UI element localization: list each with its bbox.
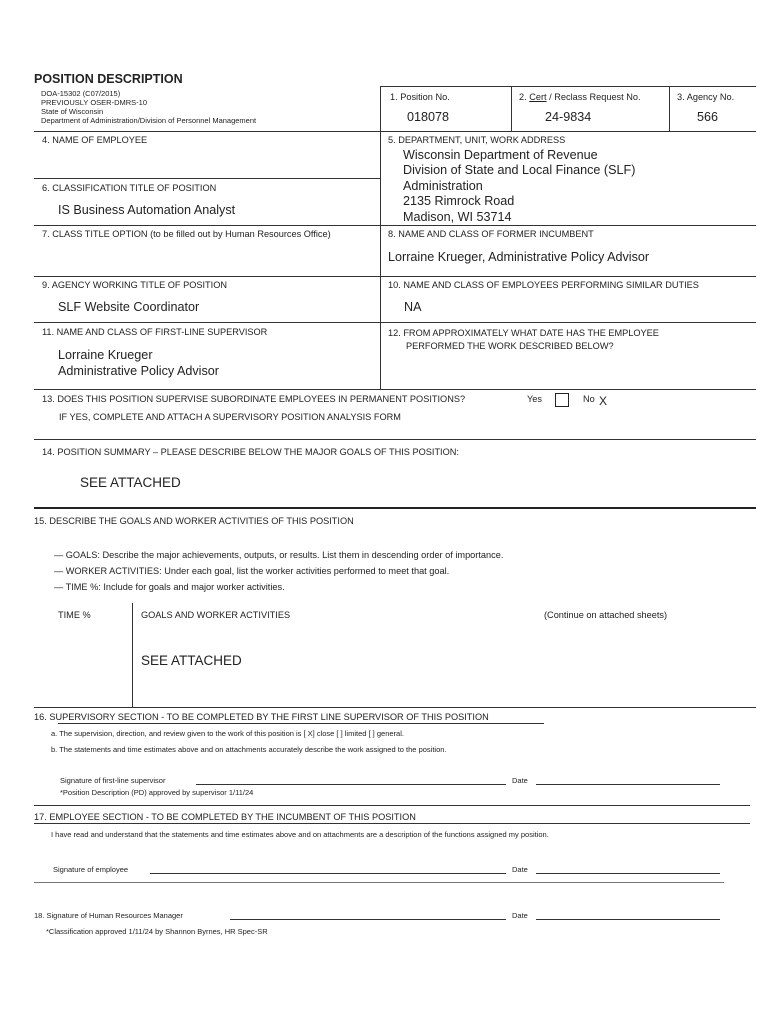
position-no-label: 1. Position No. [390,92,450,102]
worker-activities-instruction: — WORKER ACTIVITIES: Under each goal, list the worker activities performed to meet that goal. [54,566,450,576]
form-title: POSITION DESCRIPTION [34,72,183,86]
goals-instructions [54,547,503,595]
time-percent-instruction: — TIME %: Include for goals and major worker activities. [54,582,285,592]
agency-no-label: 3. Agency No. [677,92,735,102]
row-divider [34,131,756,132]
department-address-label: 5. DEPARTMENT, UNIT, WORK ADDRESS [388,135,566,145]
work-start-date-label [388,327,659,353]
reclass-text: / Reclass Request No. [546,92,641,102]
no-label: No [583,394,595,404]
employee-date-line[interactable] [536,873,720,874]
divider [380,86,381,131]
hr-manager-signature-line[interactable] [230,919,506,920]
address-line: Madison, WI 53714 [403,209,512,224]
former-incumbent-label: 8. NAME AND CLASS OF FORMER INCUMBENT [388,229,594,239]
class-title-option-label: 7. CLASS TITLE OPTION (to be filled out by Human Resources Office) [42,229,331,239]
employee-signature-line[interactable] [150,873,506,874]
address-line: Division of State and Local Finance (SLF) [403,163,636,178]
center-divider [380,131,381,389]
top-box-border [380,86,756,87]
supervisor-date-line[interactable] [536,784,720,785]
goals-section-label: 15. DESCRIBE THE GOALS AND WORKER ACTIVITIES OF THIS POSITION [34,516,354,526]
supervisor-signature-line[interactable] [196,784,506,785]
employee-date-label: Date [512,865,528,874]
work-start-date-line: PERFORMED THE WORK DESCRIBED BELOW? [406,341,614,351]
time-column-divider [132,603,133,707]
classification-approval-note: *Classification approved 1/11/24 by Shannon Byrnes, HR Spec-SR [46,927,268,936]
hr-date-line[interactable] [536,919,720,920]
cert-reclass-label [519,92,641,102]
agency-no-value[interactable]: 566 [697,110,719,124]
row-divider [34,389,756,390]
working-title-value[interactable]: SLF Website Coordinator [58,300,200,314]
supervisor-accuracy-statement: b. The statements and time estimates above and on attachments accurately describe the work assigned to the position. [51,745,447,754]
supervisor-value[interactable] [58,348,219,379]
hr-date-label: Date [512,911,528,920]
classification-title-label: 6. CLASSIFICATION TITLE OF POSITION [42,183,217,193]
similar-duties-label: 10. NAME AND CLASS OF EMPLOYEES PERFORMING SIMILAR DUTIES [388,280,699,290]
state-name: State of Wisconsin [41,107,104,116]
time-percent-header: TIME % [58,610,91,620]
cert-text: Cert [529,92,547,102]
employee-section-label: 17. EMPLOYEE SECTION - TO BE COMPLETED BY THE INCUMBENT OF THIS POSITION [34,812,416,822]
department-name: Department of Administration/Division of Personnel Management [41,116,257,125]
supervision-level-statement: a. The supervision, direction, and review given to the work of this position is [ X] close [ ] limited [ ] general. [51,729,404,738]
divider [669,86,670,131]
yes-checkbox[interactable] [555,393,569,407]
supervisor-date-label: Date [512,776,528,785]
goals-instruction: — GOALS: Describe the major achievements, outputs, or results. List them in descending order of importance. [54,550,504,560]
section-divider [34,882,724,883]
position-summary-label: 14. POSITION SUMMARY – PLEASE DESCRIBE BELOW THE MAJOR GOALS OF THIS POSITION: [42,447,459,457]
form-number: DOA-15302 (C07/2015) [41,89,121,98]
section-underline [34,823,750,824]
address-line: Wisconsin Department of Revenue [403,148,598,162]
address-line: Administration [403,178,483,193]
employee-signature-label: Signature of employee [53,865,129,874]
supervise-instruction: IF YES, COMPLETE AND ATTACH A SUPERVISORY POSITION ANALYSIS FORM [59,412,401,422]
previous-form-number: PREVIOUSLY OSER-DMRS-10 [41,98,147,107]
section-underline [58,723,544,724]
supervisor-name: Lorraine Krueger [58,348,153,362]
row-divider [34,439,756,440]
goals-activities-header: GOALS AND WORKER ACTIVITIES [141,610,291,620]
row-divider [34,225,756,226]
supervisor-class: Administrative Policy Advisor [58,363,219,378]
divider [511,86,512,131]
supervisory-section-label: 16. SUPERVISORY SECTION - TO BE COMPLETED BY THE FIRST LINE SUPERVISOR OF THIS POSITION [34,712,489,722]
no-checkbox-mark[interactable]: X [599,394,608,408]
yes-label: Yes [527,394,542,404]
reclass-request-value[interactable]: 24-9834 [545,110,592,124]
goals-activities-value[interactable]: SEE ATTACHED [141,653,242,668]
supervisor-label: 11. NAME AND CLASS OF FIRST-LINE SUPERVISOR [42,327,268,337]
employee-name-label: 4. NAME OF EMPLOYEE [42,135,148,145]
classification-title-value[interactable]: IS Business Automation Analyst [58,203,236,217]
supervisor-signature-label: Signature of first-line supervisor [60,776,166,785]
section-divider [34,805,750,806]
address-line: 2135 Rimrock Road [403,194,515,209]
working-title-label: 9. AGENCY WORKING TITLE OF POSITION [42,280,227,290]
row-divider [34,178,380,179]
row-divider [34,322,756,323]
department-address-value[interactable] [403,148,635,225]
work-start-date-line: 12. FROM APPROXIMATELY WHAT DATE HAS THE EMPLOYEE [388,328,659,338]
form-id-block [41,89,256,125]
section-divider [34,707,756,708]
row-divider [34,276,756,277]
hr-manager-signature-label: 18. Signature of Human Resources Manager [34,911,183,920]
former-incumbent-value[interactable]: Lorraine Krueger, Administrative Policy Advisor [388,250,650,264]
position-summary-value[interactable]: SEE ATTACHED [80,475,181,490]
cert-number: 2. [519,92,527,102]
section-divider [34,507,756,509]
continue-note: (Continue on attached sheets) [544,610,668,620]
supervise-question: 13. DOES THIS POSITION SUPERVISE SUBORDINATE EMPLOYEES IN PERMANENT POSITIONS? [42,394,466,404]
employee-statement: I have read and understand that the statements and time estimates above and on attachments are a description of the functions assigned my position. [51,830,549,839]
similar-duties-value[interactable]: NA [404,300,422,314]
position-no-value[interactable]: 018078 [407,110,450,124]
supervisor-approval-note: *Position Description (PD) approved by supervisor 1/11/24 [60,788,254,797]
